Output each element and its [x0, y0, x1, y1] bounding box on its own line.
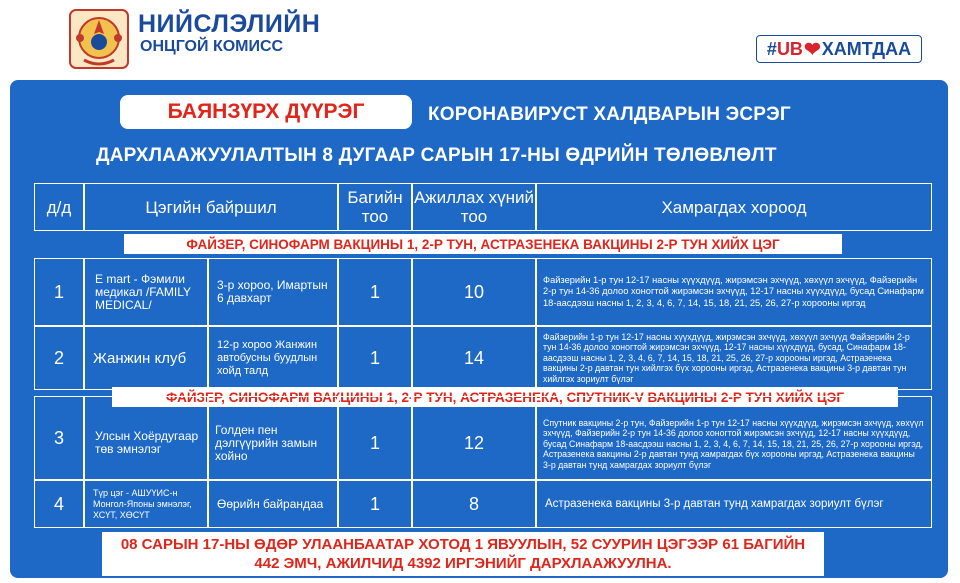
row1-coverage: Файзерийн 1-р тун 12-17 насны хүүхдүүд, жирэмсэн эхчүүд, хөхүүл эхчүүд, Файзерийн 2-р тун 14-36 долоо хоногтой жирэмсэн эхчүүд, 12-17 насны хүүхдүүд, бусад Синафарм 18-аасдээш насны 1, 2, 3, 4, 6, 7, 14, 15, 18, 21, 25, 26, 27-р хорооны иргэд	[536, 258, 932, 326]
section-banner-2: ФАЙЗЕР, СИНОФАРМ ВАКЦИНЫ 1, 2-Р ТУН, АСТРАЗЕНЕКА, СПУТНИК-V ВАКЦИНЫ 2-Р ТУН ХИЙХ ЦЭГ	[112, 387, 898, 407]
section-banner-1: ФАЙЗЕР, СИНОФАРМ ВАКЦИНЫ 1, 2-Р ТУН, АСТРАЗЕНЕКА ВАКЦИНЫ 2-Р ТУН ХИЙХ ЦЭГ	[124, 234, 842, 254]
header-no: д/д	[34, 183, 84, 231]
title-line2: ДАРХЛААЖУУЛАЛТЫН 8 ДУГААР САРЫН 17-НЫ ӨДРИЙН ТӨЛӨВЛӨЛТ	[96, 145, 777, 166]
row2-no: 2	[34, 326, 84, 390]
row4-address: Өөрийн байрандаа	[208, 480, 338, 528]
row1-no: 1	[34, 258, 84, 326]
heart-icon: ❤	[803, 38, 821, 61]
row2-address: 12-р хороо Жанжин автобусны буудлын хойд талд	[208, 326, 338, 390]
row3-address: Голден пен дэлгүүрийн замын хойно	[208, 396, 338, 480]
hashtag-badge	[756, 35, 922, 63]
org-line1: НИЙСЛЭЛИЙН	[138, 10, 321, 38]
summary-footer	[102, 532, 824, 576]
hashtag-prefix: #	[766, 38, 777, 59]
row3-people: 12	[412, 396, 536, 480]
header-teams: Багийн тоо	[338, 183, 412, 231]
hashtag-ub: UB	[776, 38, 803, 59]
row3-coverage: Спутник вакцины 2-р тун, Файзерийн 1-р тун 12-17 насны хүүхдүүд, жирэмсэн эхчүүд, хөхүүл эхчүүд, Файзерийн 2-р тун 14-36 долоо хоногтой жирэмсэн эхчүүд, 12-17 насны хүүхдүүд, бусад Синафарм 18-аасдээш насны 1, 2, 3, 4, 6, 7, 14, 15, 18, 21, 25, 26, 27-р хорооны иргэд, Астразенека вакцины 2-р давтан тунд хамрагдах бүх хорооны иргэд, Астразенека вакцины 3-р давтан тунд хамрагдах зориулт бүлэг	[536, 396, 932, 480]
row4-coverage: Астразенека вакцины 3-р давтан тунд хамрагдах зориулт бүлэг	[536, 480, 932, 528]
district-label: БАЯНЗҮРХ ДҮҮРЭГ	[120, 95, 412, 129]
row2-people: 14	[412, 326, 536, 390]
emblem-icon	[64, 4, 134, 74]
row2-teams: 1	[338, 326, 412, 390]
row1-address: 3-р хороо, Имартын 6 давхарт	[208, 258, 338, 326]
row3-teams: 1	[338, 396, 412, 480]
header-coverage: Хамрагдах хороод	[536, 183, 932, 231]
row1-teams: 1	[338, 258, 412, 326]
row4-teams: 1	[338, 480, 412, 528]
row3-no: 3	[34, 396, 84, 480]
org-line2: ОНЦГОЙ КОМИСС	[140, 38, 284, 55]
header-location: Цэгийн байршил	[84, 183, 338, 231]
footer-line2: 442 ЭМЧ, АЖИЛЧИД 4392 ИРГЭНИЙГ ДАРХЛААЖУУЛНА.	[254, 555, 672, 572]
row4-people: 8	[412, 480, 536, 528]
row3-name: Улсын Хоёрдугаар төв эмнэлэг	[84, 396, 208, 480]
header-people: Ажиллах хүний тоо	[412, 183, 536, 231]
row1-people: 10	[412, 258, 536, 326]
organization-name	[138, 10, 320, 56]
hashtag-suffix: ХАМТДАА	[821, 38, 912, 59]
row2-coverage: Файзерийн 1-р тун 12-17 насны хүүхдүүд, жирэмсэн эхчүүд, хөхүүл эхчүүд Файзерийн 2-р тун 14-36 долоо хоногтой жирэмсэн эхчүүд, 12-17 насны хүүхдүүд, бусад, Синафарм 18-аасдээш насны 1, 2, 3, 4, 6, 7, 14, 15, 18, 21, 25, 26, 27-р хорооны иргэд, Астразенека вакцины 2-р давтан тун хийлгэх бүх хорооны иргэд, Астразенека вакцины 3-р давтан тун хийлгэх зориулт бүлэг	[536, 326, 932, 390]
row4-no: 4	[34, 480, 84, 528]
row4-name: Түр цэг - АШУҮИС-н Монгол-Японы эмнэлэг, ХСҮТ, ХӨСҮТ	[84, 480, 208, 528]
title-line1: КОРОНАВИРУСТ ХАЛДВАРЫН ЭСРЭГ	[428, 104, 791, 125]
row2-name: Жанжин клуб	[84, 326, 208, 390]
footer-line1: 08 САРЫН 17-НЫ ӨДӨР УЛААНБААТАР ХОТОД 1 ЯВУУЛЫН, 52 СУУРИН ЦЭГЭЭР 61 БАГИЙН	[120, 536, 806, 553]
row1-name: E mart - Фэмили медикал /FAMILY MEDICAL/	[84, 258, 208, 326]
